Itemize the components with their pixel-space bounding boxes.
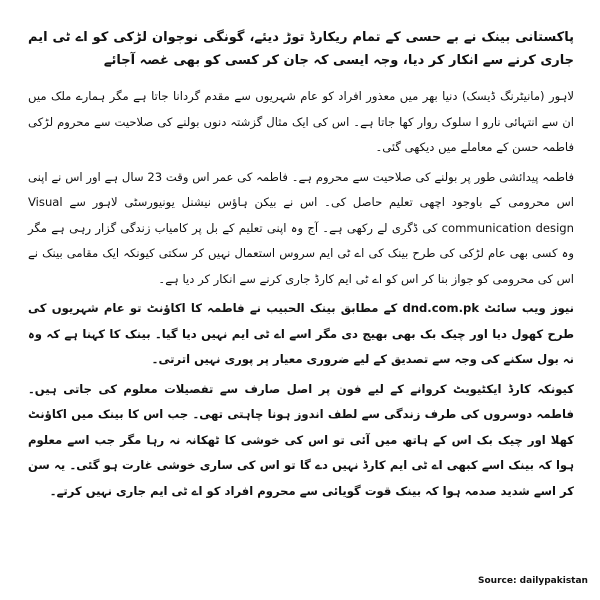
paragraph-bank-account [28, 296, 574, 373]
paragraph-education-before: فاطمہ پیدائشی طور پر بولنے کی صلاحیت سے محروم ہے۔ فاطمہ کی عمر اس وقت 23 سال ہے اور اس نے اپنی اس محرومی کے باوجود اچھی تعلیم حاصل کی۔ اس نے بیکن ہاؤس نیشنل یونیورسٹی لاہور سے [28, 169, 574, 209]
degree-name: Visual communication design [28, 195, 575, 235]
paragraph-activation: کیونکہ کارڈ ایکٹیویٹ کروانے کے لیے فون پر اصل صارف سے تفصیلات معلوم کی جاتی ہیں۔ فاطمہ دوسروں کی طرف زندگی سے لطف اندوز ہونا چاہتی تھی۔ جب اس کا بینک میں اکاؤنٹ کھلا اور چیک بک اس کے ہاتھ میں آئی تو اس کی خوشی کا ٹھکانہ نہ رہا مگر جب اسے معلوم ہوا کہ بینک اسے کبھی اے ٹی ایم کارڈ نہیں دے گا تو اس کی ساری خوشی غارت ہو گئی۔ یہ سن کر اسے شدید صدمہ ہوا کہ بینک قوت گویائی سے محروم افراد کو اے ٹی ایم جاری نہیں کرتے۔ [28, 381, 574, 498]
source-credit: Source: dailypakistan [478, 576, 588, 586]
paragraph-bank-before: نیوز ویب سائٹ [484, 301, 574, 315]
paragraph-education-after: کی ڈگری لے رکھی ہے۔ آج وہ اپنی تعلیم کے بل پر کامیاب زندگی گزار رہی ہے مگر وہ کسی بھی عام لڑکی کی طرح بینک کی اے ٹی ایم سروس استعمال نہیں کر سکتی کیونکہ ایک مقامی بینک نے اس کی محرومی کو جواز بنا کر اس کو اے ٹی ایم کارڈ جاری کرنے سے انکار کر دیا ہے۔ [28, 220, 574, 286]
paragraph-intro: لاہور (مانیٹرنگ ڈیسک) دنیا بھر میں معذور افراد کو عام شہریوں سے مقدم گردانا جاتا ہے مگر ہمارے ملک میں ان سے انتہائی نارو ا سلوک روار کھا جاتا ہے۔ اس کی ایک مثال گزشتہ دنوں بولنے کی صلاحیت سے محروم لڑکی فاطمہ حسن کے معاملے میں دیکھی گئی۔ [28, 89, 574, 154]
article [28, 26, 574, 600]
article-headline: پاکستانی بینک نے بے حسی کے تمام ریکارڈ توڑ دیئے، گونگی نوجوان لڑکی کو اے ٹی ایم جاری کرنے سے انکار کر دیا، وجہ ایسی کہ جان کر کسی کو بھی غصہ آجائے [28, 30, 574, 68]
paragraph-bank-after: کے مطابق بینک الحبیب نے فاطمہ کا اکاؤنٹ تو عام شہریوں کی طرح کھول دیا اور چیک بک بھی بھیج دی مگر اسے اے ٹی ایم نہیں دیا گیا۔ بینک کا کہنا ہے کہ وہ نہ بول سکنے کی وجہ سے تصدیق کے لیے ضروری معیار پر پوری نہیں اترتی۔ [28, 301, 574, 366]
paragraph-education [28, 165, 574, 293]
news-site-domain: dnd.com.pk [402, 301, 480, 315]
